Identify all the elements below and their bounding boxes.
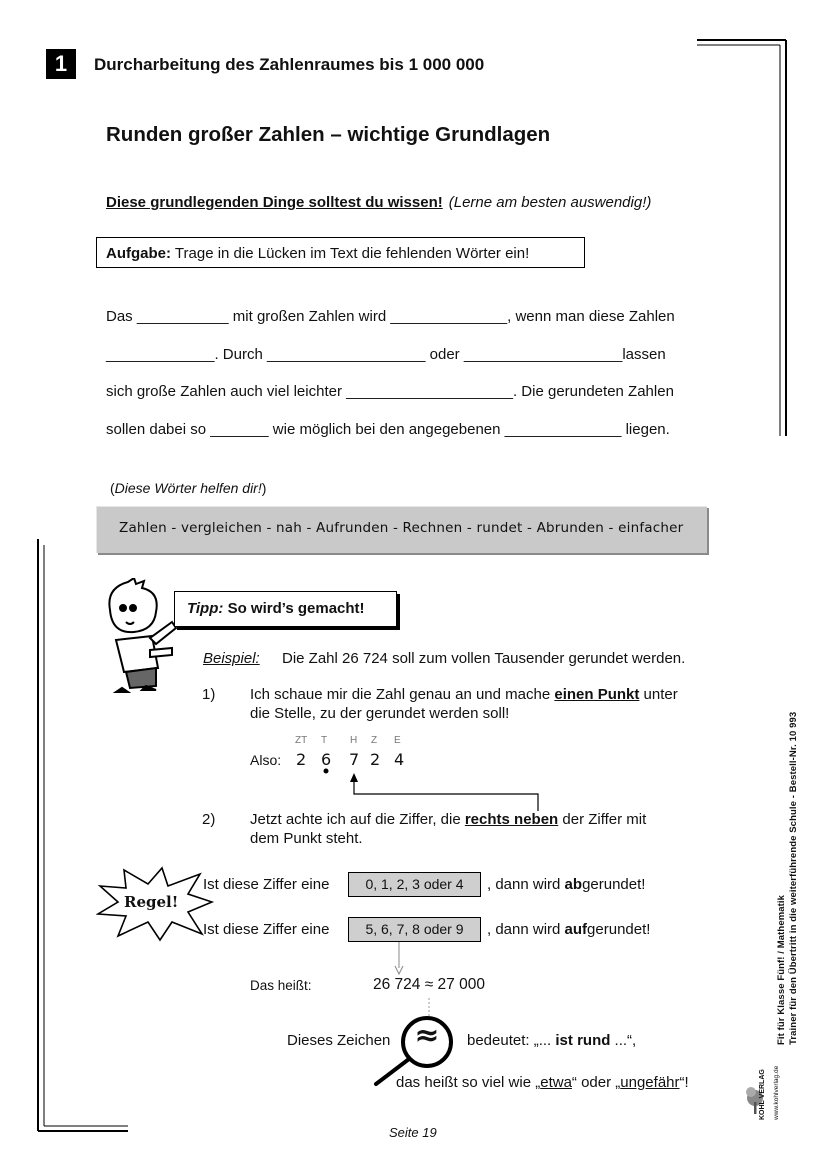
place-label-h: H [350,735,358,746]
step-2-text: Jetzt achte ich auf die Ziffer, die rechts neben der Ziffer mit [250,811,647,828]
tip-box [174,591,397,627]
example-label: Beispiel: [203,650,260,667]
hint: (Diese Wörter helfen dir!) [110,480,267,496]
sidebar-line-2: Trainer für den Übertritt in die weiterführende Schule - Bestell-Nr. 10 993 [788,711,799,1045]
rule-2-box: 5, 6, 7, 8 oder 9 [348,917,481,942]
place-label-zt: ZT [295,735,308,746]
tip-label: Tipp: [187,600,224,617]
rule-label: Regel! [124,893,179,911]
publisher-name: KOHL VERLAG [759,1069,766,1120]
cloze-line-1: Das ___________ mit großen Zahlen wird ______________, wenn man diese Zahlen [106,308,675,325]
task-label: Aufgabe: [106,245,171,262]
digit: 2 [370,750,381,769]
task-box [96,237,585,268]
publisher-url-wrap [773,1052,787,1122]
cloze-line-4: sollen dabei so _______ wie möglich bei den angegebenen ______________ liegen. [106,421,670,438]
publisher-name-wrap [759,1052,773,1122]
das-heisst-label: Das heißt: [250,978,312,993]
intro-line [106,194,651,211]
step-1-number: 1) [202,686,216,703]
page-title: Runden großer Zahlen – wichtige Grundlagen [106,123,551,146]
sidebar-line-1: Fit für Klasse Fünf! / Mathematik [776,894,787,1045]
cloze-line-3: sich große Zahlen auch viel leichter ____________________. Die gerundeten Zahlen [106,383,674,400]
step-2-text-2: dem Punkt steht. [250,830,363,847]
cloze-line-2: _____________. Durch ___________________ oder ___________________lassen [106,346,666,363]
sign-line-2: das heißt so viel wie „etwa“ oder „ungefähr“! [396,1074,689,1091]
rule-2-pre: Ist diese Ziffer eine [203,921,330,938]
sign-means: bedeutet: „... ist rund ...“, [467,1032,637,1049]
word-bank [96,506,707,553]
place-label-e: E [394,735,401,746]
tip-text: So wird’s gemacht! [227,600,365,617]
boy-illustration [98,578,180,696]
page-number: Seite 19 [389,1125,437,1140]
step-1-text: Ich schaue mir die Zahl genau an und mache einen Punkt unter [250,686,678,703]
place-label-z: Z [371,735,378,746]
chapter-title: Durcharbeitung des Zahlenraumes bis 1 000 000 [94,55,485,74]
digit: 4 [394,750,405,769]
rounding-equation: 26 724 ≈ 27 000 [373,976,485,993]
also-label: Also: [250,752,282,768]
intro-italic: (Lerne am besten auswendig!) [448,194,652,211]
task-text: Trage in die Lücken im Text die fehlenden Wörter ein! [174,245,530,262]
intro-bold: Diese grundlegenden Dinge solltest du wissen! [106,194,443,211]
rule-1-pre: Ist diese Ziffer eine [203,876,330,893]
rule-1-post: , dann wird abgerundet! [487,876,646,893]
sign-text-pre: Dieses Zeichen [287,1032,391,1049]
digit: 6 [321,750,332,769]
rule-1-box: 0, 1, 2, 3 oder 4 [348,872,481,897]
digit: 7 [349,750,360,769]
rule-2-post: , dann wird aufgerundet! [487,921,651,938]
step-1-text-2: die Stelle, zu der gerundet werden soll! [250,705,510,722]
example-text: Die Zahl 26 724 soll zum vollen Tausender gerundet werden. [282,650,686,667]
pointer-arrow [318,765,548,815]
digit: 2 [296,750,307,769]
approx-sign: ≈ [414,1018,440,1053]
chapter-number: 1 [46,49,76,79]
place-label-t: T [321,735,328,746]
step-2-number: 2) [202,811,216,828]
sidebar-line-2-wrap [788,650,802,1050]
publisher-url: www.kohlverlag.de [773,1065,780,1120]
word-bank-text: Zahlen - vergleichen - nah - Aufrunden - Rechnen - rundet - Abrunden - einfacher [119,520,684,536]
